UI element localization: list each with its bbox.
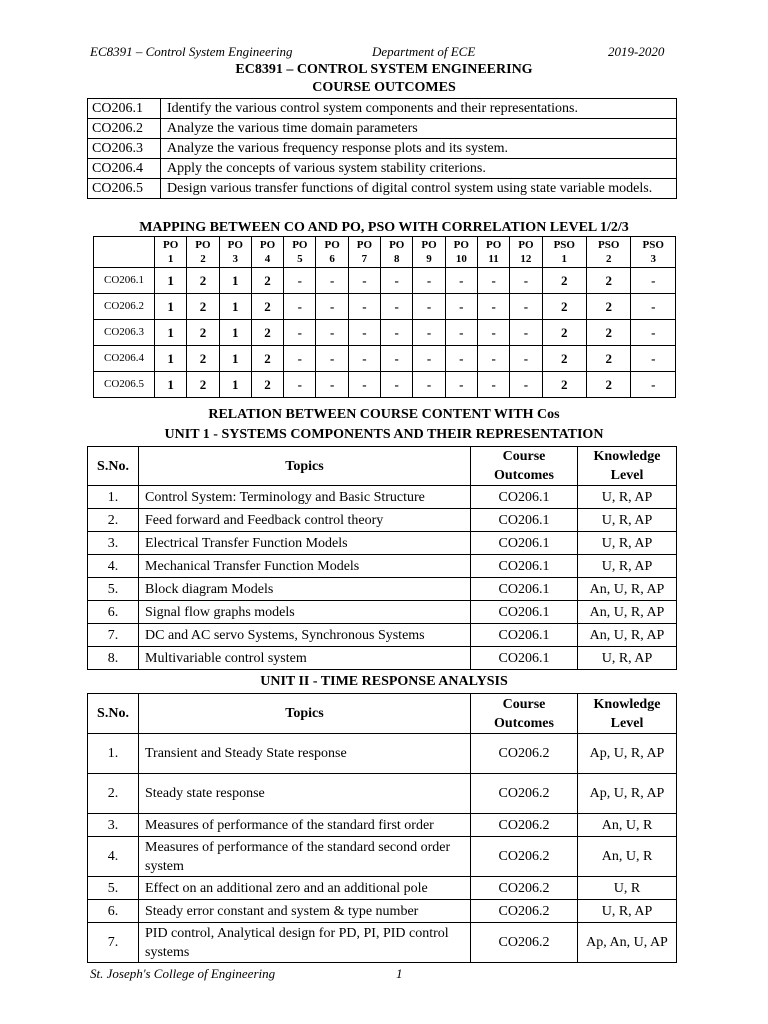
topic-row: [88, 774, 677, 814]
topic-course-outcome: CO206.1: [471, 509, 578, 532]
mapping-header-cell: [219, 237, 251, 268]
mapping-cell: -: [477, 268, 509, 294]
course-outcome-text: Design various transfer functions of digital control system using state variable models.: [161, 179, 677, 199]
mapping-row: [94, 346, 676, 372]
relation-title: RELATION BETWEEN COURSE CONTENT WITH Cos: [208, 407, 560, 422]
topic-course-outcome: CO206.2: [471, 900, 578, 923]
topic-course-outcome: CO206.2: [471, 877, 578, 900]
mapping-cell: 2: [187, 268, 219, 294]
mapping-row: [94, 294, 676, 320]
mapping-cell: 2: [187, 320, 219, 346]
topic-sno: 1.: [88, 734, 139, 774]
mapping-cell: -: [348, 294, 380, 320]
mapping-cell: 2: [187, 346, 219, 372]
mapping-row-co: CO206.1: [94, 268, 155, 294]
mapping-cell: -: [413, 372, 445, 398]
header-course: EC8391 – Control System Engineering: [90, 44, 293, 59]
mapping-cell: 2: [251, 320, 283, 346]
mapping-header-label: PSO: [553, 239, 575, 251]
course-outcome-row: [88, 99, 677, 119]
topic-knowledge-level: An, U, R, AP: [578, 578, 677, 601]
mapping-cell: 2: [587, 294, 631, 320]
topic-name: Signal flow graphs models: [139, 601, 471, 624]
mapping-cell: -: [510, 346, 542, 372]
header-topics: Topics: [139, 447, 471, 486]
mapping-header-label: PSO: [642, 239, 664, 251]
mapping-cell: 2: [542, 268, 586, 294]
topic-course-outcome: CO206.2: [471, 923, 578, 963]
header-year: 2019-2020: [608, 44, 665, 59]
topic-course-outcome: CO206.2: [471, 734, 578, 774]
mapping-header-number: 5: [297, 253, 303, 265]
mapping-cell: 2: [542, 372, 586, 398]
mapping-cell: 2: [251, 294, 283, 320]
mapping-cell: -: [477, 346, 509, 372]
mapping-header-label: PO: [453, 239, 469, 251]
mapping-header-cell: [284, 237, 316, 268]
mapping-cell: 2: [587, 346, 631, 372]
topic-course-outcome: CO206.1: [471, 647, 578, 670]
mapping-header-number: 2: [605, 253, 612, 265]
course-outcome-text: Analyze the various frequency response plots and its system.: [161, 139, 677, 159]
topic-knowledge-level: An, U, R: [578, 814, 677, 837]
mapping-cell: -: [316, 268, 348, 294]
topic-row: [88, 509, 677, 532]
topic-knowledge-level: U, R: [578, 877, 677, 900]
mapping-header-cell: [316, 237, 348, 268]
mapping-row-co: CO206.3: [94, 320, 155, 346]
mapping-header-number: 3: [232, 253, 238, 265]
mapping-cell: 2: [587, 372, 631, 398]
topic-name: Transient and Steady State response: [139, 734, 471, 774]
mapping-cell: -: [348, 320, 380, 346]
topic-course-outcome: CO206.2: [471, 814, 578, 837]
topic-row: [88, 734, 677, 774]
topic-row: [88, 486, 677, 509]
mapping-row: [94, 268, 676, 294]
topic-knowledge-level: An, U, R, AP: [578, 624, 677, 647]
mapping-cell: -: [445, 268, 477, 294]
mapping-row-co: CO206.5: [94, 372, 155, 398]
topic-name: Multivariable control system: [139, 647, 471, 670]
mapping-header-cell: [477, 237, 509, 268]
header-course-outcomes: Course Outcomes: [471, 447, 578, 486]
topic-name: Feed forward and Feedback control theory: [139, 509, 471, 532]
topic-name: Mechanical Transfer Function Models: [139, 555, 471, 578]
mapping-cell: -: [316, 294, 348, 320]
topic-knowledge-level: U, R, AP: [578, 900, 677, 923]
topic-row: [88, 814, 677, 837]
course-outcomes-table: [87, 98, 677, 199]
mapping-header-label: PO: [227, 239, 243, 251]
topic-sno: 4.: [88, 555, 139, 578]
topic-sno: 4.: [88, 837, 139, 877]
mapping-header-label: PO: [195, 239, 211, 251]
mapping-cell: -: [477, 320, 509, 346]
mapping-header-number: 1: [167, 253, 174, 265]
topic-course-outcome: CO206.1: [471, 555, 578, 578]
topic-row: [88, 578, 677, 601]
footer-college: St. Joseph's College of Engineering: [90, 966, 276, 981]
mapping-cell: -: [510, 268, 542, 294]
topic-name: Steady error constant and system & type number: [139, 900, 471, 923]
mapping-header-number: 8: [393, 253, 400, 265]
mapping-cell: 2: [251, 268, 283, 294]
topic-knowledge-level: U, R, AP: [578, 509, 677, 532]
page-header: [90, 44, 668, 62]
mapping-cell: -: [631, 320, 676, 346]
mapping-cell: -: [510, 320, 542, 346]
topic-sno: 7.: [88, 923, 139, 963]
header-sno: S.No.: [88, 694, 139, 734]
topic-sno: 3.: [88, 814, 139, 837]
course-outcome-row: [88, 119, 677, 139]
topic-course-outcome: CO206.1: [471, 486, 578, 509]
mapping-cell: 2: [187, 372, 219, 398]
mapping-cell: -: [631, 294, 676, 320]
mapping-cell: -: [413, 268, 445, 294]
course-outcome-code: CO206.1: [88, 99, 161, 119]
topic-name: Block diagram Models: [139, 578, 471, 601]
topic-course-outcome: CO206.1: [471, 532, 578, 555]
mapping-header-cell: [413, 237, 445, 268]
course-outcome-text: Analyze the various time domain parameters: [161, 119, 677, 139]
mapping-cell: 2: [587, 268, 631, 294]
mapping-cell: -: [381, 372, 413, 398]
header-department: Department of ECE: [372, 44, 476, 59]
mapping-header-cell: [542, 237, 586, 268]
topic-row: [88, 601, 677, 624]
course-outcome-code: CO206.4: [88, 159, 161, 179]
topic-knowledge-level: An, U, R: [578, 837, 677, 877]
mapping-cell: -: [477, 294, 509, 320]
course-outcomes-heading: COURSE OUTCOMES: [312, 80, 456, 95]
mapping-cell: -: [631, 372, 676, 398]
topic-sno: 8.: [88, 647, 139, 670]
mapping-header-number: 6: [329, 253, 335, 265]
mapping-header-number: 12: [520, 253, 532, 265]
topic-knowledge-level: U, R, AP: [578, 647, 677, 670]
mapping-header-cell: [155, 237, 187, 268]
header-sno: S.No.: [88, 447, 139, 486]
mapping-cell: 1: [219, 294, 251, 320]
course-outcome-code: CO206.5: [88, 179, 161, 199]
mapping-header-number: 3: [650, 253, 656, 265]
mapping-cell: -: [445, 346, 477, 372]
topic-row: [88, 624, 677, 647]
mapping-row: [94, 372, 676, 398]
mapping-row-co: CO206.2: [94, 294, 155, 320]
course-outcome-code: CO206.2: [88, 119, 161, 139]
topic-knowledge-level: Ap, An, U, AP: [578, 923, 677, 963]
mapping-header-number: 9: [426, 253, 432, 265]
mapping-row-co: CO206.4: [94, 346, 155, 372]
header-knowledge-level: Knowledge Level: [578, 694, 677, 734]
topic-sno: 6.: [88, 900, 139, 923]
mapping-header-label: PO: [389, 239, 405, 251]
mapping-header-cell: [510, 237, 542, 268]
mapping-cell: -: [348, 268, 380, 294]
footer-page-number: 1: [396, 966, 403, 981]
mapping-cell: -: [284, 346, 316, 372]
topic-row: [88, 923, 677, 963]
mapping-cell: -: [445, 294, 477, 320]
topic-name: Electrical Transfer Function Models: [139, 532, 471, 555]
mapping-cell: -: [284, 268, 316, 294]
mapping-header-number: 2: [200, 253, 206, 265]
topic-name: Steady state response: [139, 774, 471, 814]
mapping-header-cell: [445, 237, 477, 268]
mapping-header-label: PO: [518, 239, 534, 251]
mapping-cell: -: [510, 372, 542, 398]
unit2-title: UNIT II - TIME RESPONSE ANALYSIS: [260, 674, 508, 689]
mapping-cell: 2: [542, 346, 586, 372]
mapping-cell: 1: [219, 346, 251, 372]
mapping-header-number: 10: [455, 253, 467, 265]
mapping-cell: 1: [219, 372, 251, 398]
mapping-header-cell: [251, 237, 283, 268]
topic-course-outcome: CO206.1: [471, 624, 578, 647]
mapping-header-cell: [381, 237, 413, 268]
mapping-cell: 1: [219, 320, 251, 346]
mapping-corner-cell: [94, 237, 155, 268]
mapping-cell: -: [413, 320, 445, 346]
course-outcome-text: Apply the concepts of various system stability criterions.: [161, 159, 677, 179]
header-course-outcomes: Course Outcomes: [471, 694, 578, 734]
course-outcome-text: Identify the various control system components and their representations.: [161, 99, 677, 119]
mapping-cell: 1: [155, 268, 187, 294]
mapping-cell: 1: [155, 372, 187, 398]
topic-name: Control System: Terminology and Basic Structure: [139, 486, 471, 509]
unit1-title: UNIT 1 - SYSTEMS COMPONENTS AND THEIR REPRESENTATION: [164, 427, 604, 442]
topic-knowledge-level: Ap, U, R, AP: [578, 734, 677, 774]
topic-sno: 7.: [88, 624, 139, 647]
mapping-cell: -: [284, 294, 316, 320]
mapping-cell: -: [477, 372, 509, 398]
course-outcome-row: [88, 139, 677, 159]
mapping-cell: 2: [251, 372, 283, 398]
topic-sno: 6.: [88, 601, 139, 624]
topic-course-outcome: CO206.2: [471, 774, 578, 814]
mapping-header-label: PO: [259, 239, 276, 251]
mapping-cell: 2: [542, 320, 586, 346]
topic-row: [88, 837, 677, 877]
mapping-header-label: PO: [421, 239, 437, 251]
unit2-table: [87, 693, 677, 963]
mapping-header-label: PO: [324, 239, 340, 251]
topic-name: Measures of performance of the standard first order: [139, 814, 471, 837]
mapping-title: MAPPING BETWEEN CO AND PO, PSO WITH CORRELATION LEVEL 1/2/3: [139, 220, 629, 235]
unit1-table: [87, 446, 677, 670]
mapping-cell: -: [316, 320, 348, 346]
topic-knowledge-level: U, R, AP: [578, 532, 677, 555]
topic-row: [88, 647, 677, 670]
topic-sno: 3.: [88, 532, 139, 555]
mapping-cell: -: [413, 294, 445, 320]
topic-sno: 5.: [88, 578, 139, 601]
mapping-row: [94, 320, 676, 346]
mapping-cell: -: [381, 294, 413, 320]
co-po-mapping-table: [93, 236, 676, 398]
mapping-cell: 1: [219, 268, 251, 294]
mapping-cell: -: [445, 372, 477, 398]
mapping-header-label: PSO: [598, 239, 620, 251]
mapping-header-cell: [348, 237, 380, 268]
course-outcome-code: CO206.3: [88, 139, 161, 159]
mapping-cell: -: [316, 372, 348, 398]
mapping-cell: -: [284, 372, 316, 398]
topic-sno: 2.: [88, 774, 139, 814]
mapping-header-label: PO: [485, 239, 502, 251]
course-outcome-row: [88, 159, 677, 179]
topic-knowledge-level: U, R, AP: [578, 555, 677, 578]
mapping-header-label: PO: [356, 239, 373, 251]
mapping-cell: 1: [155, 294, 187, 320]
topic-name: DC and AC servo Systems, Synchronous Systems: [139, 624, 471, 647]
topic-course-outcome: CO206.2: [471, 837, 578, 877]
mapping-cell: 2: [187, 294, 219, 320]
topic-knowledge-level: U, R, AP: [578, 486, 677, 509]
mapping-cell: -: [631, 268, 676, 294]
mapping-cell: -: [316, 346, 348, 372]
course-outcome-row: [88, 179, 677, 199]
mapping-cell: -: [381, 346, 413, 372]
mapping-cell: -: [284, 320, 316, 346]
topic-name: Measures of performance of the standard second order system: [139, 837, 471, 877]
mapping-header-cell: [187, 237, 219, 268]
topic-name: Effect on an additional zero and an additional pole: [139, 877, 471, 900]
mapping-header-number: 11: [488, 253, 499, 265]
mapping-header-label: PO: [163, 239, 179, 251]
mapping-cell: -: [510, 294, 542, 320]
mapping-cell: -: [381, 320, 413, 346]
mapping-cell: -: [381, 268, 413, 294]
topic-row: [88, 532, 677, 555]
topic-course-outcome: CO206.1: [471, 601, 578, 624]
topic-name: PID control, Analytical design for PD, PI, PID control systems: [139, 923, 471, 963]
topic-course-outcome: CO206.1: [471, 578, 578, 601]
topic-sno: 1.: [88, 486, 139, 509]
mapping-header-number: 7: [361, 253, 368, 265]
mapping-cell: 2: [542, 294, 586, 320]
topic-sno: 5.: [88, 877, 139, 900]
topic-row: [88, 900, 677, 923]
mapping-cell: -: [348, 372, 380, 398]
mapping-cell: 1: [155, 346, 187, 372]
document-title: EC8391 – CONTROL SYSTEM ENGINEERING: [235, 62, 533, 77]
header-knowledge-level: Knowledge Level: [578, 447, 677, 486]
mapping-header-label: PO: [292, 239, 308, 251]
header-topics: Topics: [139, 694, 471, 734]
topic-knowledge-level: Ap, U, R, AP: [578, 774, 677, 814]
mapping-header-cell: [631, 237, 676, 268]
mapping-header-number: 1: [561, 253, 568, 265]
topic-row: [88, 877, 677, 900]
topic-knowledge-level: An, U, R, AP: [578, 601, 677, 624]
mapping-cell: -: [348, 346, 380, 372]
mapping-cell: 1: [155, 320, 187, 346]
topic-sno: 2.: [88, 509, 139, 532]
mapping-cell: -: [413, 346, 445, 372]
mapping-cell: 2: [587, 320, 631, 346]
mapping-header-cell: [587, 237, 631, 268]
mapping-header-number: 4: [264, 253, 271, 265]
mapping-cell: -: [445, 320, 477, 346]
topic-row: [88, 555, 677, 578]
mapping-cell: 2: [251, 346, 283, 372]
mapping-cell: -: [631, 346, 676, 372]
